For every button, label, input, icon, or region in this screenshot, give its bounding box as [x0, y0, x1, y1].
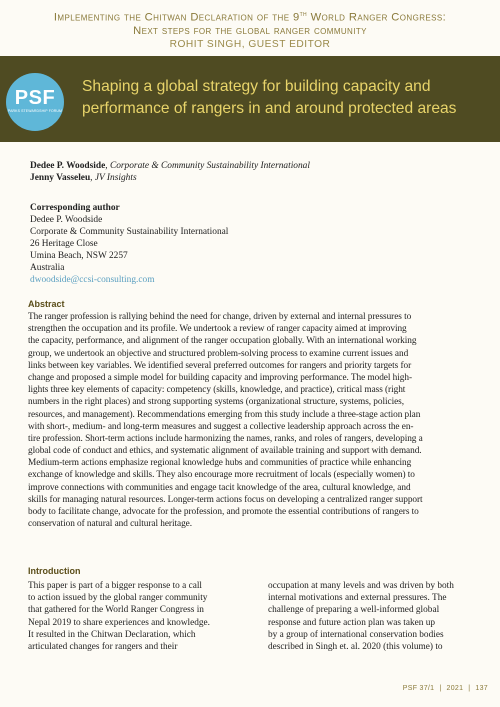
email-link[interactable]: dwoodside@ccsi-consulting.com: [30, 275, 155, 285]
abstract-heading: Abstract: [28, 299, 65, 309]
page-footer: PSF 37/1 | 2021 | 137: [402, 685, 488, 692]
author-list: [30, 160, 310, 184]
intro-column-right: occupation at many levels and was driven by both internal motivations and external pressures. The challenge of preparing a well-informed global response and future action plan was taken up by a group of international conservation bodies described in Singh et. al. 2020 (this volume) to: [268, 581, 454, 653]
page-number: 137: [475, 685, 488, 692]
series-header: [0, 8, 500, 51]
guest-editor: ROHIT SINGH, GUEST EDITOR: [169, 38, 331, 50]
journal-issue: PSF 37/1: [402, 685, 435, 692]
corresponding-author: Corresponding author Dedee P. Woodside Corporate & Community Sustainability International 26 Heritage Close Umina Beach, NSW 2257 Australia dwoodside@ccsi-consulting.com: [30, 203, 229, 285]
abstract-body: The ranger profession is rallying behind the need for change, driven by external and internal pressures to strengthen the occupation and its profile. We undertook a review of ranger capacity aimed at improving the capacity, performance, and alignment of the ranger occupation globally. With an international working group, we undertook an objective and structured problem-solving process to examine current issues and links between key variables. We identified several preferred outcomes for rangers and priority targets for change and proposed a simple model for building capacity and improving performance. The model high- lights three key elements of capacity: competency (skills, knowledge, and practice), critical mass (right numbers in the right places) and strong supporting systems (organizational structure, systems, policies, resources, and management). Recommendations emerging from this study include a three-stage action plan with short-, medium- and long-term measures and suggest a collective leadership approach across the en- tire profession. Short-term actions include harmonizing the names, ranks, and roles of rangers, developing a global code of conduct and ethics, and systematic alignment of available training and support with demand. Medium-term actions emphasize regional knowledge hubs and communities of practice while enhancing exchange of knowledge and skills. They also encourage more recruitment of locals (especially women) to improve connections with communities and engage tacit knowledge of the area, cultural knowledge, and skills for managing natural resources. Longer-term actions focus on developing a centralized ranger support body to facilitate change, advocate for the profession, and promote the essential contributions of rangers to conservation of natural and cultural heritage.: [28, 312, 423, 530]
introduction-heading: Introduction: [28, 566, 81, 576]
author-line: Dedee P. Woodside, Corporate & Community Sustainability International: [30, 161, 310, 171]
article-title: Shaping a global strategy for building capacity and performance of rangers in and around protected areas: [82, 78, 457, 117]
author-line: Jenny Vasseleu, JV Insights: [30, 173, 137, 183]
intro-column-left: This paper is part of a bigger response to a call to action issued by the global ranger community that gathered for the World Ranger Congress in Nepal 2019 to share experiences and knowledge. It resulted in the Chitwan Declaration, which articulated changes for rangers and their: [28, 581, 210, 653]
series-title-line2: Next steps for the global ranger community: [133, 24, 367, 37]
psf-logo: PSF PARKS STEWARDSHIP FORUM: [6, 73, 64, 131]
year: 2021: [446, 685, 464, 692]
series-title-line1: Implementing the Chitwan Declaration of the 9th World Ranger Congress:: [53, 11, 447, 24]
